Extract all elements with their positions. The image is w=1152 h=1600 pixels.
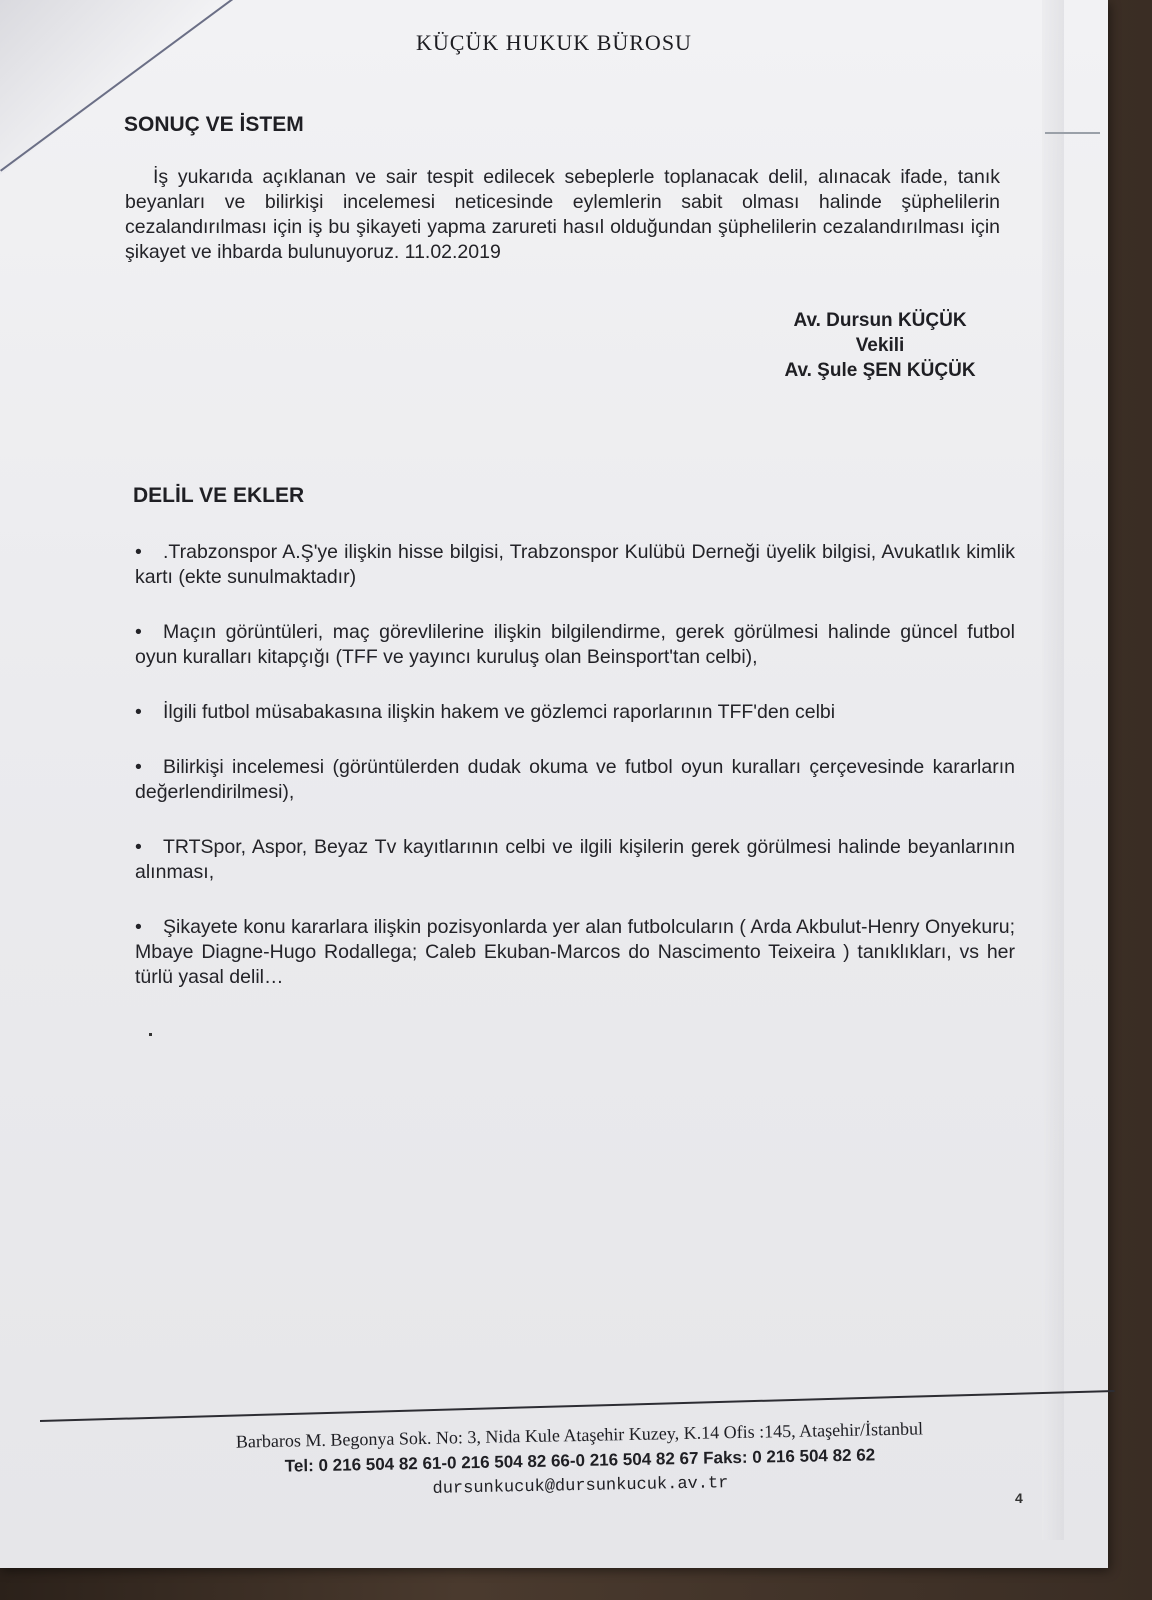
page-number: 4 — [1015, 1490, 1023, 1506]
ink-speck — [149, 1033, 152, 1036]
signature-counsel: Av. Şule ŞEN KÜÇÜK — [784, 360, 976, 381]
list-item-text: TRTSpor, Aspor, Beyaz Tv kayıtlarının celbi ve ilgili kişilerin gerek görülmesi halinde beyanlarının alınması, — [135, 836, 1015, 883]
list-item-text: İlgili futbol müsabakasına ilişkin hakem ve gözlemci raporlarının TFF'den celbi — [163, 701, 836, 723]
bullet-icon: • — [135, 756, 142, 778]
underlying-page-edge — [1042, 0, 1064, 1540]
list-item-text: .Trabzonspor A.Ş'ye ilişkin hisse bilgisi, Trabzonspor Kulübü Derneği üyelik bilgisi, Avukatlık kimlik kartı (ekte sunulmaktadır) — [135, 541, 1015, 588]
list-item-text: Bilirkişi incelemesi (görüntülerden dudak okuma ve futbol oyun kuralları çerçevesinde kararların değerlendirilmesi), — [135, 756, 1015, 803]
footer-email: dursunkucuk@dursunkucuk.av.tr — [432, 1474, 729, 1499]
list-item — [135, 700, 1015, 725]
signature-block — [740, 308, 1020, 383]
conclusion-paragraph: İş yukarıda açıklanan ve sair tespit edilecek sebeplerle toplanacak delil, alınacak ifade, tanık beyanları ve bilirkişi incelemesi neticesinde eylemlerin sabit olması halinde şüphelilerin cezalandırılması için iş bu şikayeti yapma zarureti hasıl olduğundan şüphelilerin cezalandırılması için şikayet ve ihbarda bulunuyoruz. 11.02.2019 — [125, 166, 1000, 263]
bullet-icon: • — [135, 916, 142, 938]
list-item-text: Şikayete konu kararlara ilişkin pozisyonlarda yer alan futbolcuların ( Arda Akbulut-Henry Onyekuru; Mbaye Diagne-Hugo Rodallega; Caleb Ekuban-Marcos do Nascimento Teixeira ) tanıklıkları, vs her türlü yasal delil… — [135, 916, 1015, 988]
signature-attorney: Av. Dursun KÜÇÜK — [793, 310, 967, 331]
list-item — [135, 540, 1015, 590]
margin-mark — [1045, 132, 1100, 134]
list-item — [135, 835, 1015, 885]
list-item — [135, 915, 1015, 990]
footer-address: Barbaros M. Begonya Sok. No: 3, Nida Kule Ataşehir Kuzey, K.14 Ofis :145, Ataşehir/İstanbul — [235, 1418, 924, 1452]
evidence-list — [135, 540, 1015, 990]
list-item — [135, 755, 1015, 805]
bullet-icon: • — [135, 621, 142, 643]
letterhead-title: KÜÇÜK HUKUK BÜROSU — [416, 30, 692, 55]
footer-phone: Tel: 0 216 504 82 61-0 216 504 82 66-0 216 504 82 67 Faks: 0 216 504 82 62 — [284, 1445, 876, 1476]
evidence-heading: DELİL VE EKLER — [133, 484, 305, 507]
conclusion-heading: SONUÇ VE İSTEM — [124, 113, 304, 136]
bullet-icon: • — [135, 836, 142, 858]
signature-role: Vekili — [855, 335, 905, 356]
bullet-icon: • — [135, 541, 142, 563]
bullet-icon: • — [135, 701, 142, 723]
list-item-text: Maçın görüntüleri, maç görevlilerine ilişkin bilgilendirme, gerek görülmesi halinde güncel futbol oyun kuralları kitapçığı (TFF ve yayıncı kuruluş olan Beinsport'tan celbi), — [135, 621, 1015, 668]
list-item — [135, 620, 1015, 670]
letterhead-footer — [169, 1414, 990, 1508]
